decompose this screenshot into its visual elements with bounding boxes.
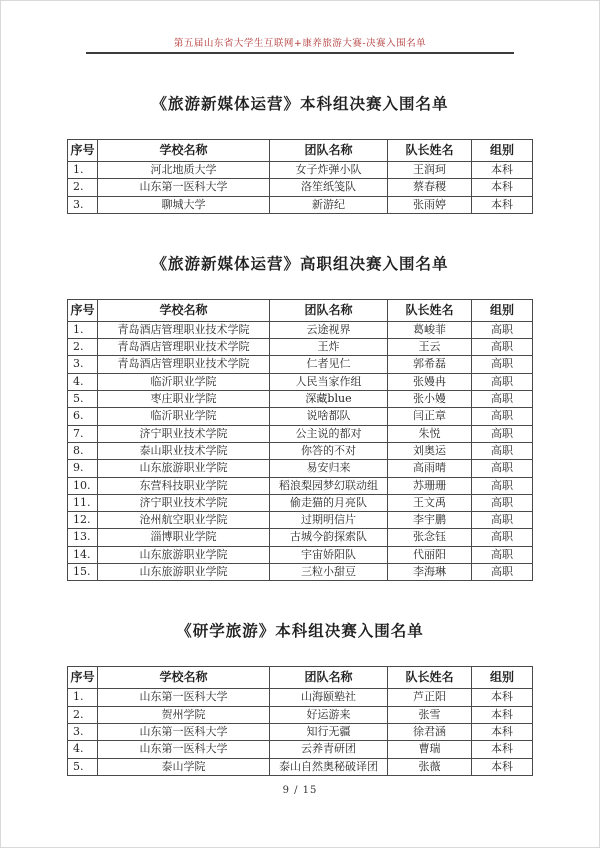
document-header-title: 第五届山东省大学生互联网+康养旅游大赛-决赛入围名单 xyxy=(173,38,427,49)
captain-name-cell: 刘奥运 xyxy=(388,442,472,459)
captain-name-cell: 王文禹 xyxy=(388,494,472,511)
group-cell: 高职 xyxy=(472,356,533,373)
group-cell: 高职 xyxy=(472,529,533,546)
school-name-cell: 河北地质大学 xyxy=(98,162,270,179)
group-cell: 高职 xyxy=(472,494,533,511)
column-header: 组别 xyxy=(472,299,533,321)
table-header-row xyxy=(68,299,533,321)
captain-name-cell: 李海琳 xyxy=(388,564,472,581)
team-name-cell: 新游纪 xyxy=(270,196,388,213)
row-number-cell: 1. xyxy=(68,689,98,706)
school-name-cell: 山东旅游职业学院 xyxy=(98,564,270,581)
school-name-cell: 济宁职业技术学院 xyxy=(98,494,270,511)
table-row xyxy=(68,758,533,775)
row-number-cell: 5. xyxy=(68,758,98,775)
column-header: 队长姓名 xyxy=(388,667,472,689)
team-name-cell: 好运游来 xyxy=(270,706,388,723)
team-name-cell: 公主说的都对 xyxy=(270,425,388,442)
table-row xyxy=(68,339,533,356)
team-name-cell: 三粒小甜豆 xyxy=(270,564,388,581)
group-cell: 本科 xyxy=(472,706,533,723)
column-header: 队长姓名 xyxy=(388,140,472,162)
row-number-cell: 9. xyxy=(68,460,98,477)
row-number-cell: 13. xyxy=(68,529,98,546)
row-number-cell: 5. xyxy=(68,391,98,408)
column-header: 团队名称 xyxy=(270,667,388,689)
group-cell: 高职 xyxy=(472,564,533,581)
group-cell: 本科 xyxy=(472,689,533,706)
column-header: 学校名称 xyxy=(98,667,270,689)
table-row xyxy=(68,391,533,408)
group-cell: 高职 xyxy=(472,477,533,494)
group-cell: 本科 xyxy=(472,758,533,775)
group-cell: 高职 xyxy=(472,321,533,338)
school-name-cell: 山东旅游职业学院 xyxy=(98,460,270,477)
row-number-cell: 3. xyxy=(68,723,98,740)
finalist-table xyxy=(67,299,533,581)
captain-name-cell: 王润珂 xyxy=(388,162,472,179)
captain-name-cell: 曹瑞 xyxy=(388,741,472,758)
school-name-cell: 青岛酒店管理职业技术学院 xyxy=(98,339,270,356)
captain-name-cell: 朱悦 xyxy=(388,425,472,442)
column-header: 团队名称 xyxy=(270,140,388,162)
school-name-cell: 山东第一医科大学 xyxy=(98,741,270,758)
column-header: 学校名称 xyxy=(98,299,270,321)
captain-name-cell: 徐君涵 xyxy=(388,723,472,740)
group-cell: 高职 xyxy=(472,425,533,442)
finalist-table xyxy=(67,139,533,214)
captain-name-cell: 张小嫚 xyxy=(388,391,472,408)
group-cell: 高职 xyxy=(472,512,533,529)
school-name-cell: 泰山职业技术学院 xyxy=(98,442,270,459)
column-header: 组别 xyxy=(472,667,533,689)
column-header: 队长姓名 xyxy=(388,299,472,321)
school-name-cell: 青岛酒店管理职业技术学院 xyxy=(98,356,270,373)
table-row xyxy=(68,162,533,179)
captain-name-cell: 芦正阳 xyxy=(388,689,472,706)
team-name-cell: 宇宙娇阳队 xyxy=(270,546,388,563)
school-name-cell: 枣庄职业学院 xyxy=(98,391,270,408)
captain-name-cell: 张嫚冉 xyxy=(388,373,472,390)
captain-name-cell: 葛峻菲 xyxy=(388,321,472,338)
group-cell: 本科 xyxy=(472,196,533,213)
group-cell: 高职 xyxy=(472,339,533,356)
team-name-cell: 云养青研团 xyxy=(270,741,388,758)
team-name-cell: 易安归来 xyxy=(270,460,388,477)
group-cell: 本科 xyxy=(472,162,533,179)
table-row xyxy=(68,425,533,442)
school-name-cell: 山东旅游职业学院 xyxy=(98,546,270,563)
team-name-cell: 古城今韵探索队 xyxy=(270,529,388,546)
captain-name-cell: 张雪 xyxy=(388,706,472,723)
column-header: 组别 xyxy=(472,140,533,162)
team-name-cell: 洛笙纸笺队 xyxy=(270,179,388,196)
table-row xyxy=(68,196,533,213)
captain-name-cell: 闫正章 xyxy=(388,408,472,425)
school-name-cell: 东营科技职业学院 xyxy=(98,477,270,494)
group-cell: 本科 xyxy=(472,723,533,740)
section-title: 《旅游新媒体运营》高职组决赛入围名单 xyxy=(151,253,449,273)
row-number-cell: 4. xyxy=(68,741,98,758)
captain-name-cell: 蔡春稷 xyxy=(388,179,472,196)
school-name-cell: 济宁职业技术学院 xyxy=(98,425,270,442)
captain-name-cell: 代丽阳 xyxy=(388,546,472,563)
captain-name-cell: 苏珊珊 xyxy=(388,477,472,494)
school-name-cell: 山东第一医科大学 xyxy=(98,179,270,196)
table-row xyxy=(68,460,533,477)
team-name-cell: 深藏blue xyxy=(270,391,388,408)
column-header: 序号 xyxy=(68,299,98,321)
column-header: 序号 xyxy=(68,140,98,162)
row-number-cell: 8. xyxy=(68,442,98,459)
section-vocational-newmedia xyxy=(1,252,599,581)
table-header-row xyxy=(68,140,533,162)
table-row xyxy=(68,356,533,373)
team-name-cell: 稻浪梨园梦幻联动组 xyxy=(270,477,388,494)
row-number-cell: 12. xyxy=(68,512,98,529)
team-name-cell: 偷走猫的月亮队 xyxy=(270,494,388,511)
school-name-cell: 泰山学院 xyxy=(98,758,270,775)
group-cell: 高职 xyxy=(472,408,533,425)
section-undergraduate-newmedia xyxy=(1,92,599,214)
team-name-cell: 女子炸弹小队 xyxy=(270,162,388,179)
row-number-cell: 6. xyxy=(68,408,98,425)
table-row xyxy=(68,546,533,563)
group-cell: 本科 xyxy=(472,179,533,196)
header-divider-line xyxy=(86,52,514,54)
table-row xyxy=(68,408,533,425)
row-number-cell: 10. xyxy=(68,477,98,494)
captain-name-cell: 郭希磊 xyxy=(388,356,472,373)
row-number-cell: 2. xyxy=(68,179,98,196)
team-name-cell: 泰山自然奥秘破译团 xyxy=(270,758,388,775)
school-name-cell: 山东第一医科大学 xyxy=(98,689,270,706)
column-header: 团队名称 xyxy=(270,299,388,321)
group-cell: 高职 xyxy=(472,460,533,477)
row-number-cell: 3. xyxy=(68,196,98,213)
captain-name-cell: 李宇鹏 xyxy=(388,512,472,529)
column-header: 学校名称 xyxy=(98,140,270,162)
captain-name-cell: 王云 xyxy=(388,339,472,356)
row-number-cell: 7. xyxy=(68,425,98,442)
group-cell: 高职 xyxy=(472,373,533,390)
team-name-cell: 王炸 xyxy=(270,339,388,356)
row-number-cell: 1. xyxy=(68,321,98,338)
table-row xyxy=(68,179,533,196)
team-name-cell: 说啥都队 xyxy=(270,408,388,425)
school-name-cell: 沧州航空职业学院 xyxy=(98,512,270,529)
table-row xyxy=(68,512,533,529)
school-name-cell: 青岛酒店管理职业技术学院 xyxy=(98,321,270,338)
table-row xyxy=(68,442,533,459)
school-name-cell: 聊城大学 xyxy=(98,196,270,213)
table-row xyxy=(68,321,533,338)
table-row xyxy=(68,529,533,546)
captain-name-cell: 张念钰 xyxy=(388,529,472,546)
team-name-cell: 云途视界 xyxy=(270,321,388,338)
table-row xyxy=(68,564,533,581)
school-name-cell: 临沂职业学院 xyxy=(98,408,270,425)
row-number-cell: 14. xyxy=(68,546,98,563)
table-row xyxy=(68,373,533,390)
row-number-cell: 15. xyxy=(68,564,98,581)
school-name-cell: 山东第一医科大学 xyxy=(98,723,270,740)
page-number: 9 / 15 xyxy=(282,784,318,796)
captain-name-cell: 张雨婷 xyxy=(388,196,472,213)
row-number-cell: 2. xyxy=(68,706,98,723)
team-name-cell: 知行无疆 xyxy=(270,723,388,740)
table-row xyxy=(68,494,533,511)
team-name-cell: 人民当家作组 xyxy=(270,373,388,390)
row-number-cell: 4. xyxy=(68,373,98,390)
section-undergraduate-studytour xyxy=(1,619,599,775)
captain-name-cell: 张薇 xyxy=(388,758,472,775)
row-number-cell: 11. xyxy=(68,494,98,511)
column-header: 序号 xyxy=(68,667,98,689)
group-cell: 本科 xyxy=(472,741,533,758)
row-number-cell: 2. xyxy=(68,339,98,356)
team-name-cell: 你答的不对 xyxy=(270,442,388,459)
captain-name-cell: 高雨晴 xyxy=(388,460,472,477)
school-name-cell: 淄博职业学院 xyxy=(98,529,270,546)
table-header-row xyxy=(68,667,533,689)
team-name-cell: 山海颐塾社 xyxy=(270,689,388,706)
section-title: 《研学旅游》本科组决赛入围名单 xyxy=(176,621,424,641)
team-name-cell: 仁者见仁 xyxy=(270,356,388,373)
table-row xyxy=(68,706,533,723)
team-name-cell: 过期明信片 xyxy=(270,512,388,529)
group-cell: 高职 xyxy=(472,391,533,408)
row-number-cell: 1. xyxy=(68,162,98,179)
row-number-cell: 3. xyxy=(68,356,98,373)
group-cell: 高职 xyxy=(472,442,533,459)
finalist-table xyxy=(67,666,533,775)
section-title: 《旅游新媒体运营》本科组决赛入围名单 xyxy=(151,94,449,113)
group-cell: 高职 xyxy=(472,546,533,563)
table-row xyxy=(68,689,533,706)
table-row xyxy=(68,741,533,758)
school-name-cell: 贺州学院 xyxy=(98,706,270,723)
school-name-cell: 临沂职业学院 xyxy=(98,373,270,390)
table-row xyxy=(68,477,533,494)
table-row xyxy=(68,723,533,740)
